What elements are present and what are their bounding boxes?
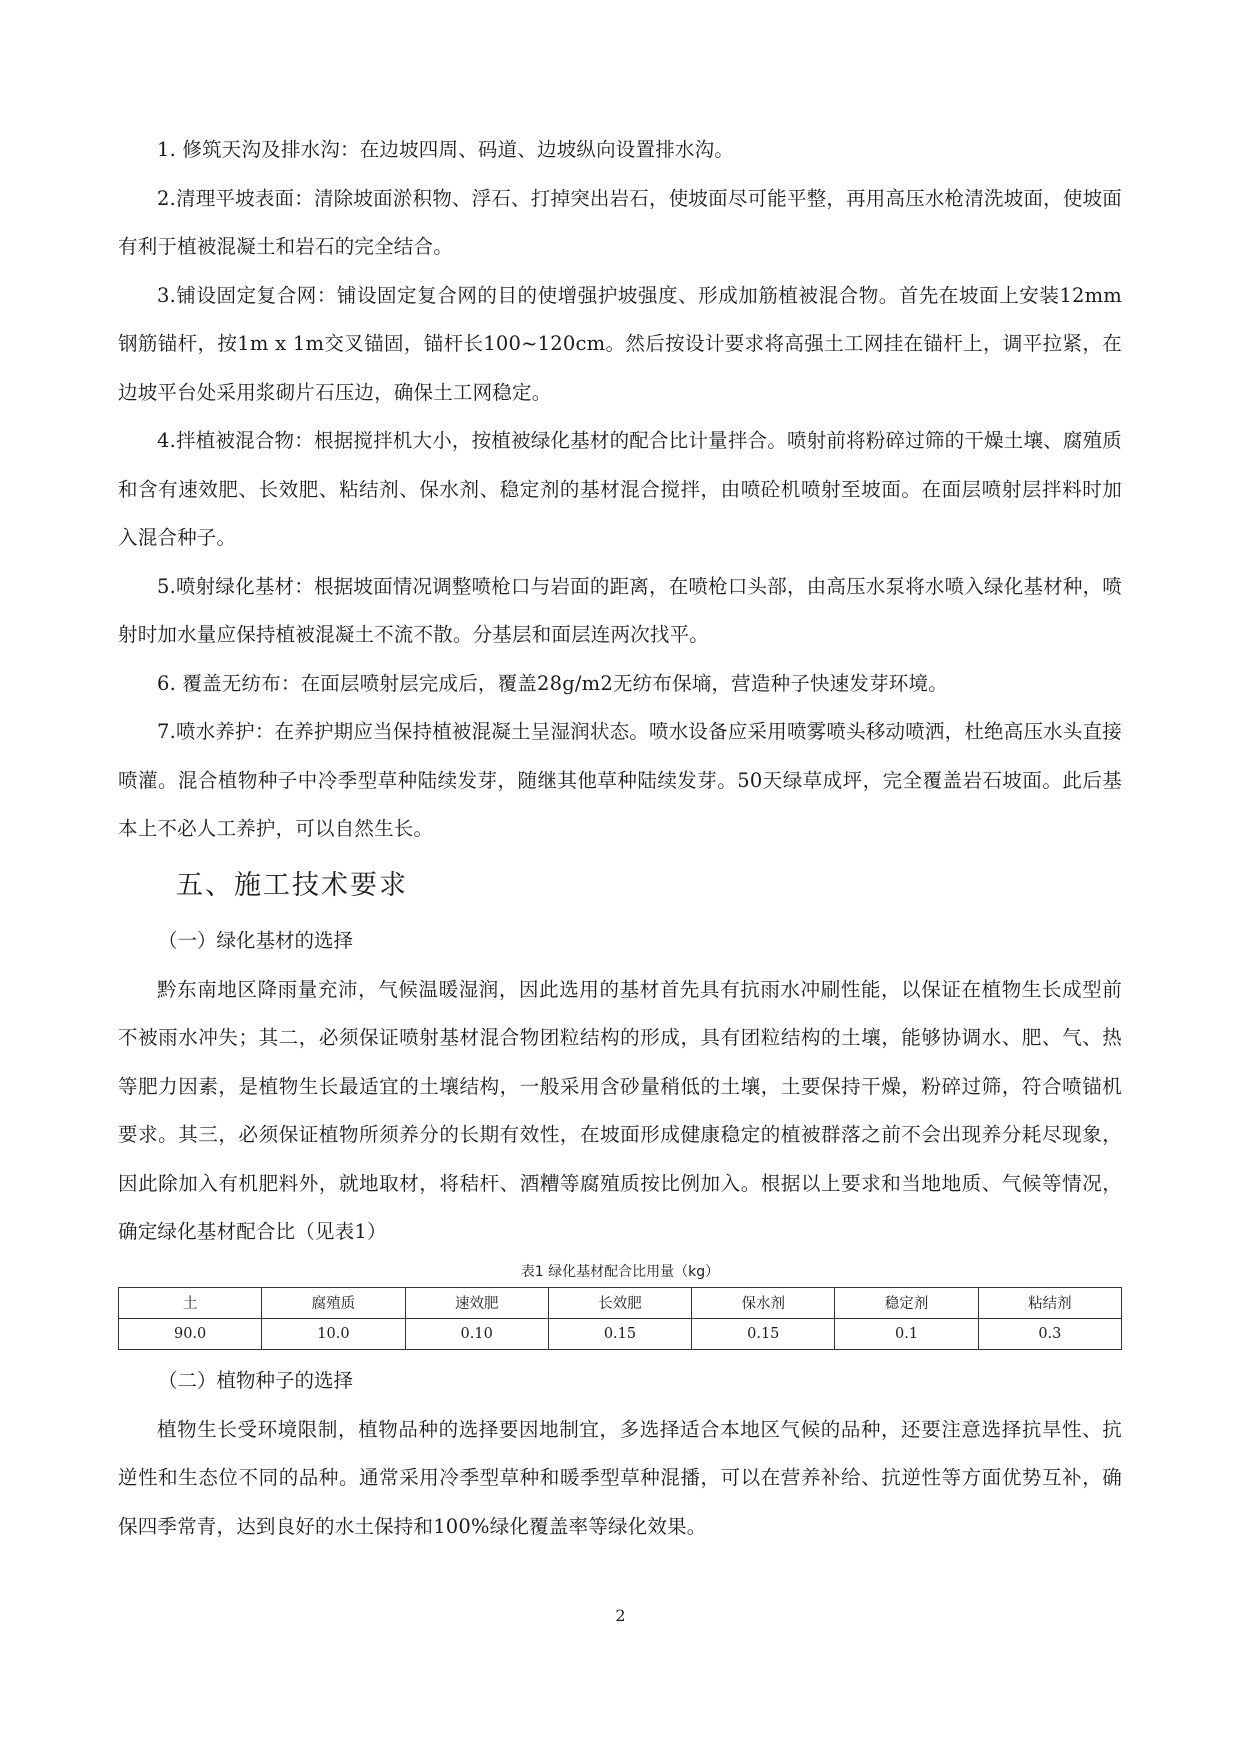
- table-cell: 0.15: [692, 1318, 835, 1349]
- table-header-cell: 长效肥: [548, 1287, 691, 1318]
- subsection-heading-2: （二）植物种子的选择: [158, 1368, 354, 1392]
- table-cell: 10.0: [262, 1318, 405, 1349]
- paragraph-step-6: 6. 覆盖无纺布：在面层喷射层完成后，覆盖28g/m2无纺布保墒，营造种子快速发芽环境。: [157, 671, 948, 695]
- table-cell: 0.10: [405, 1318, 548, 1349]
- table-cell: 0.3: [978, 1318, 1121, 1349]
- paragraph-step-2: 2.清理平坡表面：清除坡面淤积物、浮石、打掉突出岩石，使坡面尽可能平整，再用高压水枪清洗坡面，使坡面有利于植被混凝土和岩石的完全结合。: [118, 186, 1122, 258]
- table-header-cell: 腐殖质: [262, 1287, 405, 1318]
- paragraph-substrate: 黔东南地区降雨量充沛，气候温暖湿润，因此选用的基材首先具有抗雨水冲刷性能，以保证在植物生长成型前不被雨水冲失；其二，必须保证喷射基材混合物团粒结构的形成，具有团粒结构的土壤，能够协调水、肥、气、热等肥力因素，是植物生长最适宜的土壤结构，一般采用含砂量稍低的土壤，土要保持干燥，粉碎过筛，符合喷锚机要求。其三，必须保证植物所须养分的长期有效性，在坡面形成健康稳定的植被群落之前不会出现养分耗尽现象，因此除加入有机肥料外，就地取材，将秸杆、酒糟等腐殖质按比例加入。根据以上要求和当地地质、气候等情况，确定绿化基材配合比（见表1）: [118, 977, 1122, 1243]
- table-row: [119, 1318, 1122, 1349]
- table-header-cell: 稳定剂: [835, 1287, 978, 1318]
- subsection-heading-1: （一）绿化基材的选择: [158, 928, 354, 952]
- table-cell: 0.15: [548, 1318, 691, 1349]
- paragraph-seeds: 植物生长受环境限制，植物品种的选择要因地制宜，多选择适合本地区气候的品种，还要注意选择抗旱性、抗逆性和生态位不同的品种。通常采用冷季型草种和暖季型草种混播，可以在营养补给、抗逆性等方面优势互补，确保四季常青，达到良好的水土保持和100%绿化覆盖率等绿化效果。: [118, 1417, 1122, 1538]
- table-caption: 表1 绿化基材配合比用量（kg）: [520, 1263, 720, 1280]
- table-header-cell: 土: [119, 1287, 262, 1318]
- paragraph-step-7: 7.喷水养护：在养护期应当保持植被混凝土呈湿润状态。喷水设备应采用喷雾喷头移动喷洒，杜绝高压水头直接喷灌。混合植物种子中冷季型草种陆续发芽，随继其他草种陆续发芽。50天绿草成坪，完全覆盖岩石坡面。此后基本上不必人工养护，可以自然生长。: [118, 720, 1122, 840]
- table-header-cell: 速效肥: [405, 1287, 548, 1318]
- section-heading: 五、施工技术要求: [176, 869, 408, 901]
- paragraph-step-5: 5.喷射绿化基材：根据坡面情况调整喷枪口与岩面的距离，在喷枪口头部，由高压水泵将水喷入绿化基材种，喷射时加水量应保持植被混凝土不流不散。分基层和面层连两次找平。: [118, 574, 1122, 646]
- paragraph-step-1: 1. 修筑天沟及排水沟：在边坡四周、码道、边坡纵向设置排水沟。: [157, 138, 735, 161]
- table-header-row: [119, 1287, 1122, 1318]
- table-header-cell: 保水剂: [692, 1287, 835, 1318]
- page-number: 2: [615, 1606, 626, 1625]
- paragraph-step-3: 3.铺设固定复合网：铺设固定复合网的目的使增强护坡强度、形成加筋植被混合物。首先在坡面上安装12mm钢筋锚杆，按1m x 1m交叉锚固，锚杆长100~120cm。然后按设计要求将高强土工网挂在锚杆上，调平拉紧，在边坡平台处采用浆砌片石压边，确保土工网稳定。: [118, 283, 1122, 404]
- table-cell: 90.0: [119, 1318, 262, 1349]
- page-content: [118, 126, 1122, 1551]
- ratio-table: [118, 1287, 1122, 1350]
- table-cell: 0.1: [835, 1318, 978, 1349]
- paragraph-step-4: 4.拌植被混合物：根据搅拌机大小，按植被绿化基材的配合比计量拌合。喷射前将粉碎过筛的干燥土壤、腐殖质和含有速效肥、长效肥、粘结剂、保水剂、稳定剂的基材混合搅拌，由喷砼机喷射至坡面。在面层喷射层拌料时加入混合种子。: [118, 429, 1122, 549]
- table-header-cell: 粘结剂: [978, 1287, 1121, 1318]
